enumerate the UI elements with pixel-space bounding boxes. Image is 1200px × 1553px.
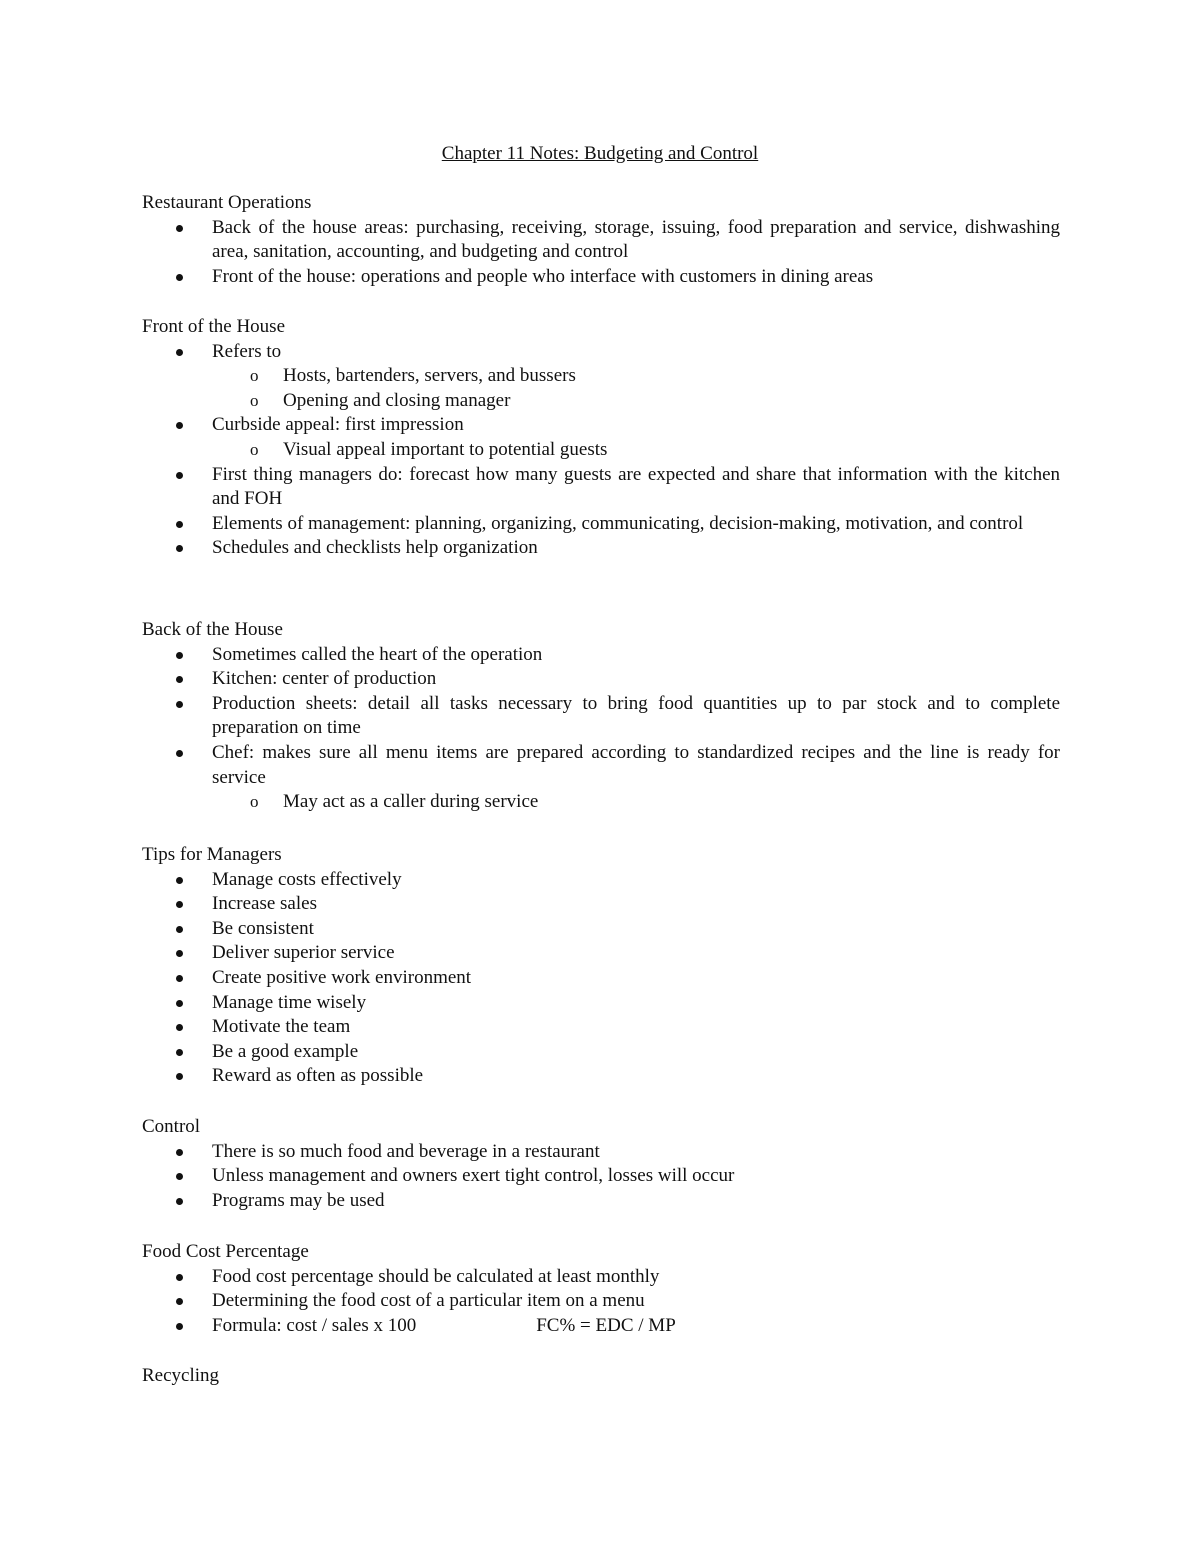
section-recycling (142, 1364, 1060, 1389)
list-item: Production sheets: detail all tasks necessary to bring food quantities up to par stock and to complete preparation on time (142, 692, 1060, 741)
bullet-list (142, 340, 1060, 561)
list-item: Refers to (142, 340, 1060, 365)
document-title: Chapter 11 Notes: Budgeting and Control (441, 143, 759, 164)
section-food-cost-percentage (142, 1240, 1060, 1338)
list-item: Motivate the team (142, 1015, 1060, 1040)
list-item: Manage costs effectively (142, 868, 1060, 893)
list-item: Chef: makes sure all menu items are prepared according to standardized recipes and the line is ready for service (142, 741, 1060, 790)
list-item: Manage time wisely (142, 991, 1060, 1016)
list-item: Reward as often as possible (142, 1064, 1060, 1089)
formula-alt-text: FC% = EDC / MP (536, 1314, 676, 1336)
list-item: Unless management and owners exert tight control, losses will occur (142, 1164, 1060, 1189)
section-heading: Front of the House (142, 316, 286, 337)
list-item: Food cost percentage should be calculated at least monthly (142, 1265, 1060, 1290)
sub-list-item: o Visual appeal important to potential guests (142, 438, 1060, 463)
section-front-of-house (142, 315, 1060, 561)
sub-list-item: o Opening and closing manager (142, 389, 1060, 414)
list-item: Deliver superior service (142, 941, 1060, 966)
list-item: Schedules and checklists help organization (142, 536, 1060, 561)
list-item (142, 1314, 1060, 1339)
list-item: Elements of management: planning, organizing, communicating, decision-making, motivation, and control (142, 512, 1060, 537)
list-item: Front of the house: operations and people who interface with customers in dining areas (142, 265, 1060, 290)
section-back-of-house (142, 618, 1060, 815)
bullet-list (142, 1140, 1060, 1214)
formula-text: Formula: cost / sales x 100 (212, 1314, 417, 1336)
bullet-list (142, 643, 1060, 815)
list-item: Be a good example (142, 1040, 1060, 1065)
bullet-list (142, 868, 1060, 1089)
list-item: Be consistent (142, 917, 1060, 942)
list-item: Sometimes called the heart of the operation (142, 643, 1060, 668)
list-item: Programs may be used (142, 1189, 1060, 1214)
list-item: Back of the house areas: purchasing, receiving, storage, issuing, food preparation and service, dishwashing area, sanitation, accounting, and budgeting and control (142, 216, 1060, 265)
sub-list-item: o May act as a caller during service (142, 790, 1060, 815)
section-heading: Back of the House (142, 619, 283, 640)
section-control (142, 1115, 1060, 1213)
list-item: First thing managers do: forecast how many guests are expected and share that information with the kitchen and FOH (142, 463, 1060, 512)
list-item: Kitchen: center of production (142, 667, 1060, 692)
section-heading: Restaurant Operations (142, 192, 312, 213)
section-restaurant-operations (142, 191, 1060, 289)
section-heading: Recycling (142, 1365, 220, 1386)
list-item: There is so much food and beverage in a restaurant (142, 1140, 1060, 1165)
sub-list-item: o Hosts, bartenders, servers, and bussers (142, 364, 1060, 389)
section-heading: Tips for Managers (142, 844, 282, 865)
list-item: Determining the food cost of a particular item on a menu (142, 1289, 1060, 1314)
section-tips-for-managers (142, 843, 1060, 1089)
list-item: Curbside appeal: first impression (142, 413, 1060, 438)
list-item: Create positive work environment (142, 966, 1060, 991)
bullet-list (142, 1265, 1060, 1339)
section-heading: Control (142, 1116, 201, 1137)
bullet-list (142, 216, 1060, 290)
list-item: Increase sales (142, 892, 1060, 917)
section-heading: Food Cost Percentage (142, 1241, 309, 1262)
